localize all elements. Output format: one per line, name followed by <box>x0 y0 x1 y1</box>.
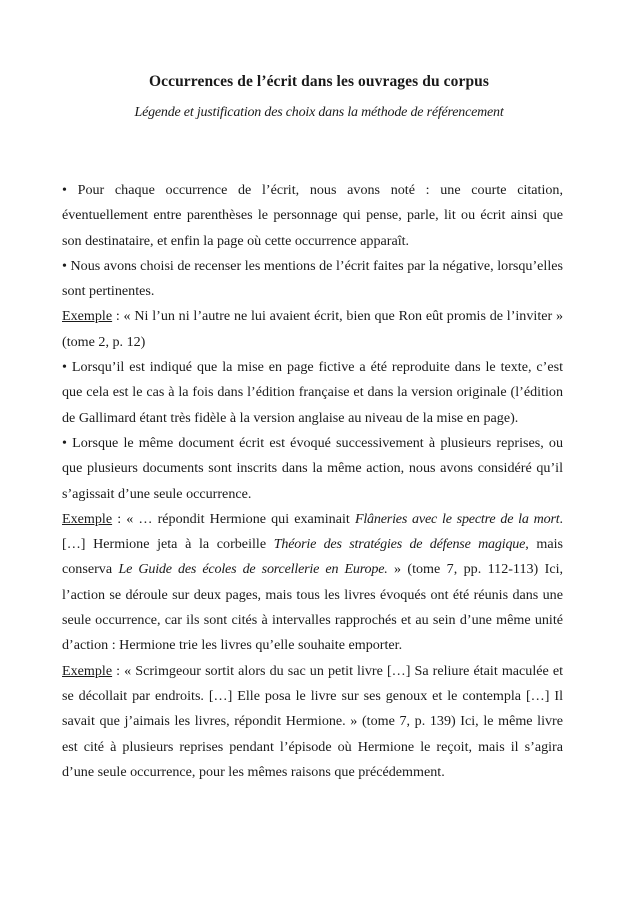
example-text: » (tome 7, pp. 112-113) Ici, l’action se déroule sur deux pages, mais tous les livres évoqués ont été réunis dans une seule occurrence, car ils sont cités à intervalles rapprochés et au sein d’une même unité d’action : Hermione trie les livres qu’elle souhaite emporter. <box>62 561 564 654</box>
paragraph-example-2 <box>62 507 563 659</box>
example-text: . […] Hermione jeta à la corbeille <box>62 510 563 553</box>
example-text: : « … répondit Hermione qui examinait <box>112 510 355 527</box>
example-text: : « Scrimgeour sortit alors du sac un petit livre […] Sa reliure était maculée et se décollait par endroits. […] Elle posa le livre sur ses genoux et le contempla […] Il savait que j’aimais les livres, répondit Hermione. » (tome 7, p. 139) Ici, le même livre est cité à plusieurs reprises pendant l’épisode où Hermione le reçoit, mais il s’agira d’une seule occurrence, pour les mêmes raisons que précédemment. <box>62 662 563 780</box>
paragraph-citation-method: • Pour chaque occurrence de l’écrit, nous avons noté : une courte citation, éventuellement entre parenthèses le personnage qui pense, parle, lit ou écrit ainsi que son destinataire, et enfin la page où cette occurrence apparaît. <box>62 182 563 249</box>
page-subtitle: Légende et justification des choix dans la méthode de référencement <box>134 105 504 120</box>
paragraph-example-3 <box>62 659 563 785</box>
paragraph-negative-mentions: • Nous avons choisi de recenser les mentions de l’écrit faites par la négative, lorsqu’elles sont pertinentes. <box>62 257 563 300</box>
paragraph-example-1 <box>62 304 563 355</box>
example-text: , mais conserva <box>62 536 563 578</box>
book-title: Théorie des stratégies de défense magique <box>273 536 526 553</box>
book-title: Le Guide des écoles de sorcellerie en Europe. <box>118 561 388 578</box>
paragraph-layout-reproduction: • Lorsqu’il est indiqué que la mise en page fictive a été reproduite dans le texte, c’est que cela est le cas à la fois dans l’édition française et dans la version originale (l’édition de Gallimard étant très fidèle à la version anglaise au niveau de la mise en page). <box>62 359 563 426</box>
example-label: Exemple <box>62 510 113 527</box>
example-text: : « Ni l’un ni l’autre ne lui avaient écrit, bien que Ron eût promis de l’inviter » (tome 2, p. 12) <box>62 308 563 350</box>
example-label: Exemple <box>62 662 113 679</box>
paragraph-single-occurrence: • Lorsque le même document écrit est évoqué successivement à plusieurs reprises, ou que plusieurs documents sont inscrits dans la même action, nous avons considéré qu’il s’agissait d’une seule occurrence. <box>62 434 563 502</box>
book-title: Flâneries avec le spectre de la mort <box>354 510 560 527</box>
page-title: Occurrences de l’écrit dans les ouvrages du corpus <box>148 73 490 90</box>
document-body <box>62 178 563 785</box>
example-label: Exemple <box>62 308 113 325</box>
